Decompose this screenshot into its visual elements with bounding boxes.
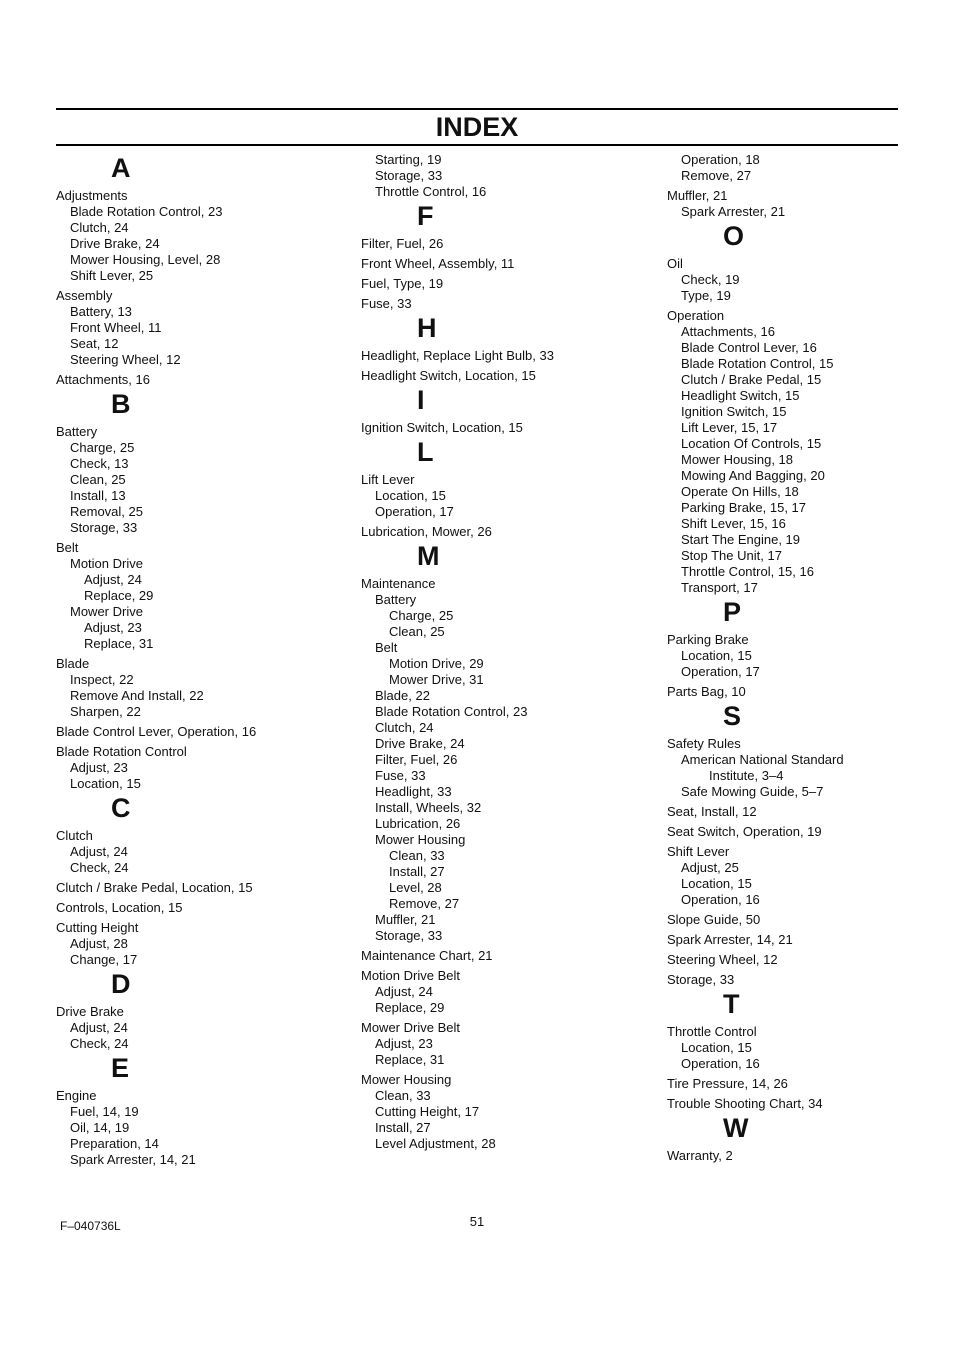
- index-entry: Drive Brake: [56, 1004, 124, 1019]
- index-subentry: Operation, 17: [375, 504, 454, 519]
- index-section-c: [56, 792, 346, 968]
- index-subentry: Mower Drive: [70, 604, 143, 619]
- index-entry: Spark Arrester, 14, 21: [667, 932, 793, 947]
- index-entry: Trouble Shooting Chart, 34: [667, 1096, 823, 1111]
- index-entry: Motion Drive Belt: [361, 968, 460, 983]
- index-entry: Lubrication, Mower, 26: [361, 524, 492, 539]
- index-entry: Fuse, 33: [361, 296, 412, 311]
- index-subentry: Fuel, 14, 19: [70, 1104, 139, 1119]
- index-section-t: [667, 988, 954, 1112]
- index-subentry: Battery, 13: [70, 304, 132, 319]
- index-subentry: Clean, 33: [375, 1088, 431, 1103]
- index-entry: Blade: [56, 656, 90, 671]
- index-subentry: Parking Brake, 15, 17: [681, 500, 807, 515]
- index-subentry: Blade Rotation Control, 23: [375, 704, 528, 719]
- index-column-3: [667, 152, 954, 1164]
- index-section-m: [361, 540, 651, 1152]
- index-subentry: Attachments, 16: [681, 324, 775, 339]
- section-letter: H: [417, 313, 437, 343]
- index-subentry: Throttle Control, 16: [375, 184, 487, 199]
- index-subentry: Muffler, 21: [375, 912, 436, 927]
- index-subentry: Transport, 17: [681, 580, 758, 595]
- section-letter: S: [723, 701, 742, 731]
- index-subentry: Clean, 33: [389, 848, 445, 863]
- index-subentry: Adjust, 23: [70, 760, 128, 775]
- index-entry: Tire Pressure, 14, 26: [667, 1076, 788, 1091]
- index-section-a: [56, 152, 346, 388]
- index-entry: Mower Housing: [361, 1072, 452, 1087]
- index-subentry: Inspect, 22: [70, 672, 134, 687]
- index-entry: Blade Control Lever, Operation, 16: [56, 724, 257, 739]
- index-subentry: Motion Drive, 29: [389, 656, 484, 671]
- index-subentry: Operation, 16: [681, 892, 760, 907]
- section-letter: C: [111, 793, 131, 823]
- index-subentry: Level, 28: [389, 880, 442, 895]
- index-entry: Mower Drive Belt: [361, 1020, 460, 1035]
- index-subentry: Removal, 25: [70, 504, 143, 519]
- index-subentry: Adjust, 24: [84, 572, 142, 587]
- section-letter: A: [111, 153, 131, 183]
- index-subentry: Mower Housing, 18: [681, 452, 793, 467]
- index-section-l: [361, 436, 651, 540]
- index-subentry: Clutch, 24: [375, 720, 434, 735]
- index-entry: Throttle Control: [667, 1024, 757, 1039]
- index-entry: Slope Guide, 50: [667, 912, 761, 927]
- index-entry: Battery: [56, 424, 98, 439]
- index-subentry: Clean, 25: [389, 624, 445, 639]
- index-entry: Parking Brake: [667, 632, 749, 647]
- index-entry: Cutting Height: [56, 920, 139, 935]
- index-entry: Clutch: [56, 828, 93, 843]
- index-subentry: Adjust, 28: [70, 936, 128, 951]
- index-subentry: Drive Brake, 24: [70, 236, 160, 251]
- index-entry: Fuel, Type, 19: [361, 276, 444, 291]
- index-subentry: Charge, 25: [70, 440, 135, 455]
- index-entry: Seat, Install, 12: [667, 804, 757, 819]
- index-subentry: Blade Rotation Control, 23: [70, 204, 223, 219]
- index-subentry: Lift Lever, 15, 17: [681, 420, 778, 435]
- document-code: F–040736L: [60, 1219, 121, 1233]
- section-letter: O: [723, 221, 745, 251]
- index-subentry: Charge, 25: [389, 608, 454, 623]
- section-letter: D: [111, 969, 131, 999]
- index-subentry: Storage, 33: [70, 520, 138, 535]
- index-subentry: Remove, 27: [681, 168, 752, 183]
- section-letter: B: [111, 389, 131, 419]
- index-section-w: [667, 1112, 954, 1164]
- index-subentry: Change, 17: [70, 952, 138, 967]
- index-entry: Ignition Switch, Location, 15: [361, 420, 523, 435]
- index-subentry: Install, 13: [70, 488, 126, 503]
- index-subentry: Safe Mowing Guide, 5–7: [681, 784, 824, 799]
- index-section-h: [361, 312, 651, 384]
- section-letter: L: [417, 437, 434, 467]
- index-subentry: Level Adjustment, 28: [375, 1136, 496, 1151]
- index-subentry: Operate On Hills, 18: [681, 484, 799, 499]
- index-entry: Storage, 33: [667, 972, 735, 987]
- index-column-2: [361, 152, 651, 1152]
- index-subentry: Location, 15: [681, 648, 752, 663]
- index-subentry: Check, 24: [70, 860, 129, 875]
- index-subentry: Location Of Controls, 15: [681, 436, 822, 451]
- index-entry: Belt: [56, 540, 79, 555]
- index-subentry: Preparation, 14: [70, 1136, 159, 1151]
- index-subentry: Oil, 14, 19: [70, 1120, 130, 1135]
- index-subentry: Mower Housing, Level, 28: [70, 252, 221, 267]
- index-subentry: Remove And Install, 22: [70, 688, 204, 703]
- section-letter: P: [723, 597, 742, 627]
- section-letter: M: [417, 541, 440, 571]
- index-subentry: Fuse, 33: [375, 768, 426, 783]
- index-subentry: Spark Arrester, 21: [681, 204, 786, 219]
- index-subentry: Steering Wheel, 12: [70, 352, 181, 367]
- index-subentry: Replace, 29: [375, 1000, 445, 1015]
- index-subentry: Storage, 33: [375, 168, 443, 183]
- index-subentry: Adjust, 24: [70, 1020, 128, 1035]
- index-section-d: [56, 968, 346, 1052]
- index-section-continued: [667, 152, 954, 220]
- index-subentry: Adjust, 23: [84, 620, 142, 635]
- index-entry: Muffler, 21: [667, 188, 728, 203]
- index-section-o: [667, 220, 954, 596]
- index-subentry: Shift Lever, 15, 16: [681, 516, 786, 531]
- index-subentry: Location, 15: [681, 876, 752, 891]
- index-entry: Front Wheel, Assembly, 11: [361, 256, 515, 271]
- index-entry: Controls, Location, 15: [56, 900, 183, 915]
- index-subentry: Headlight, 33: [375, 784, 452, 799]
- index-section-s: [667, 700, 954, 988]
- index-subentry: Install, Wheels, 32: [375, 800, 482, 815]
- index-subentry: Blade Rotation Control, 15: [681, 356, 834, 371]
- index-section-b: [56, 388, 346, 792]
- index-subentry: Battery: [375, 592, 417, 607]
- index-entry: Shift Lever: [667, 844, 730, 859]
- index-subentry: Spark Arrester, 14, 21: [70, 1152, 196, 1167]
- index-subentry: Ignition Switch, 15: [681, 404, 787, 419]
- index-subentry: Lubrication, 26: [375, 816, 461, 831]
- index-section-f: [361, 200, 651, 312]
- index-subentry: Sharpen, 22: [70, 704, 141, 719]
- index-section-e: [56, 1052, 346, 1168]
- index-entry: Adjustments: [56, 188, 128, 203]
- index-subentry: Operation, 16: [681, 1056, 760, 1071]
- index-subentry: Adjust, 25: [681, 860, 739, 875]
- index-entry: Steering Wheel, 12: [667, 952, 778, 967]
- index-subentry: Filter, Fuel, 26: [375, 752, 458, 767]
- index-entry: Lift Lever: [361, 472, 415, 487]
- index-subentry: Adjust, 24: [375, 984, 433, 999]
- section-letter: W: [723, 1113, 749, 1143]
- index-entry: Warranty, 2: [667, 1148, 733, 1163]
- section-letter: I: [417, 385, 425, 415]
- index-entry: Headlight, Replace Light Bulb, 33: [361, 348, 554, 363]
- index-subentry: Front Wheel, 11: [70, 320, 162, 335]
- index-entry: Maintenance Chart, 21: [361, 948, 493, 963]
- index-subentry: Drive Brake, 24: [375, 736, 465, 751]
- index-entry: Operation: [667, 308, 725, 323]
- title-rule-bottom: [56, 144, 898, 146]
- index-entry: Safety Rules: [667, 736, 741, 751]
- index-subentry: Replace, 31: [375, 1052, 445, 1067]
- index-entry: Headlight Switch, Location, 15: [361, 368, 536, 383]
- index-subentry: Adjust, 24: [70, 844, 128, 859]
- section-letter: E: [111, 1053, 130, 1083]
- index-subentry: Operation, 18: [681, 152, 760, 167]
- index-subentry: Start The Engine, 19: [681, 532, 801, 547]
- index-subentry: Clean, 25: [70, 472, 126, 487]
- index-subentry: Blade Control Lever, 16: [681, 340, 817, 355]
- index-subentry: Location, 15: [70, 776, 141, 791]
- index-subentry: American National Standard: [681, 752, 844, 767]
- index-subentry: Mowing And Bagging, 20: [681, 468, 825, 483]
- index-subentry: Replace, 31: [84, 636, 154, 651]
- index-entry: Clutch / Brake Pedal, Location, 15: [56, 880, 253, 895]
- index-subentry: Operation, 17: [681, 664, 760, 679]
- index-subentry: Seat, 12: [70, 336, 119, 351]
- section-letter: F: [417, 201, 434, 231]
- index-subentry: Headlight Switch, 15: [681, 388, 800, 403]
- index-subentry: Starting, 19: [375, 152, 442, 167]
- index-subentry: Check, 24: [70, 1036, 129, 1051]
- index-entry: Oil: [667, 256, 683, 271]
- index-entry: Engine: [56, 1088, 97, 1103]
- index-subentry: Check, 19: [681, 272, 740, 287]
- index-entry: Filter, Fuel, 26: [361, 236, 444, 251]
- index-subentry: Remove, 27: [389, 896, 460, 911]
- index-section-i: [361, 384, 651, 436]
- index-subentry: Institute, 3–4: [709, 768, 784, 783]
- page-number: 51: [469, 1214, 485, 1229]
- index-subentry: Location, 15: [681, 1040, 752, 1055]
- index-entry: Maintenance: [361, 576, 436, 591]
- page-title: INDEX: [435, 112, 519, 142]
- index-subentry: Clutch / Brake Pedal, 15: [681, 372, 822, 387]
- index-subentry: Belt: [375, 640, 398, 655]
- index-entry: Parts Bag, 10: [667, 684, 746, 699]
- index-entry: Seat Switch, Operation, 19: [667, 824, 822, 839]
- index-subentry: Clutch, 24: [70, 220, 129, 235]
- index-subentry: Adjust, 23: [375, 1036, 433, 1051]
- index-subentry: Throttle Control, 15, 16: [681, 564, 814, 579]
- index-entry: Blade Rotation Control: [56, 744, 187, 759]
- index-subentry: Motion Drive: [70, 556, 143, 571]
- index-column-1: [56, 152, 346, 1168]
- section-letter: T: [723, 989, 740, 1019]
- index-subentry: Mower Drive, 31: [389, 672, 484, 687]
- index-subentry: Install, 27: [375, 1120, 431, 1135]
- index-subentry: Mower Housing: [375, 832, 466, 847]
- index-entry: Attachments, 16: [56, 372, 150, 387]
- index-subentry: Check, 13: [70, 456, 129, 471]
- index-subentry: Stop The Unit, 17: [681, 548, 782, 563]
- index-section-continued: [361, 152, 651, 200]
- index-entry: Assembly: [56, 288, 113, 303]
- index-subentry: Type, 19: [681, 288, 731, 303]
- index-section-p: [667, 596, 954, 700]
- index-subentry: Replace, 29: [84, 588, 154, 603]
- index-subentry: Install, 27: [389, 864, 445, 879]
- index-subentry: Blade, 22: [375, 688, 430, 703]
- index-subentry: Shift Lever, 25: [70, 268, 154, 283]
- index-subentry: Storage, 33: [375, 928, 443, 943]
- index-subentry: Cutting Height, 17: [375, 1104, 480, 1119]
- index-subentry: Location, 15: [375, 488, 446, 503]
